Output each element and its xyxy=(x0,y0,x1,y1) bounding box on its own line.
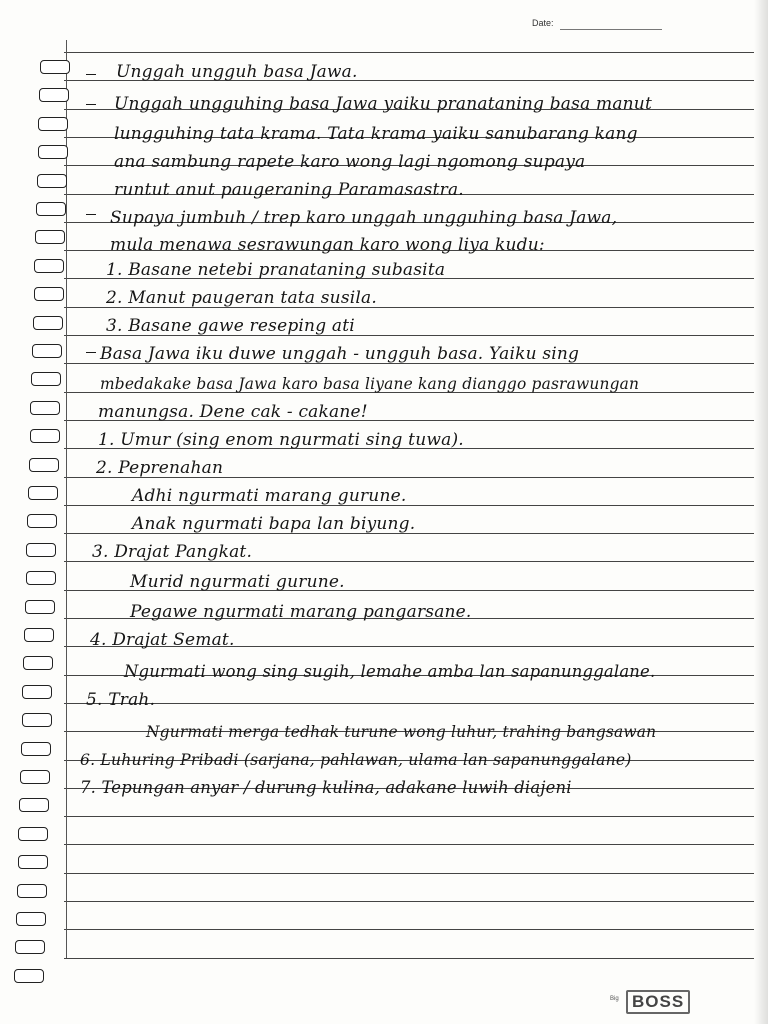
handwritten-line-11: Basa Jawa iku duwe unggah - ungguh basa. Yaiku sing xyxy=(100,344,580,364)
handwritten-line-4: ana sambung rapete karo wong lagi ngomong supaya xyxy=(114,152,586,172)
handwritten-line-12: mbedakake basa Jawa karo basa liyane kang dianggo pasrawungan xyxy=(100,375,640,393)
binder-hole xyxy=(24,628,54,642)
binder-hole xyxy=(18,827,48,841)
binder-hole xyxy=(34,287,64,301)
bullet-dash xyxy=(86,74,96,75)
handwritten-line-7: mula menawa sesrawungan karo wong liya kudu: xyxy=(110,235,545,255)
binder-hole xyxy=(40,60,70,74)
ruled-line xyxy=(64,958,754,959)
handwritten-line-22: Ngurmati wong sing sugih, lemahe amba lan sapanunggalane. xyxy=(124,662,656,681)
handwritten-line-25: 6. Luhuring Pribadi (sarjana, pahlawan, ulama lan sapanunggalane) xyxy=(80,751,632,769)
binder-hole xyxy=(27,514,57,528)
binder-hole xyxy=(26,543,56,557)
handwritten-line-1: Unggah ungguh basa Jawa. xyxy=(116,62,358,82)
binder-hole xyxy=(37,174,67,188)
handwritten-line-14: 1. Umur (sing enom ngurmati sing tuwa). xyxy=(98,430,464,450)
binder-hole xyxy=(22,713,52,727)
binder-hole xyxy=(20,770,50,784)
binder-hole xyxy=(30,401,60,415)
date-label: Date: xyxy=(532,18,554,28)
ruled-line xyxy=(64,873,754,874)
binder-hole xyxy=(38,117,68,131)
binder-hole xyxy=(21,742,51,756)
binder-hole xyxy=(34,259,64,273)
binder-hole xyxy=(38,145,68,159)
handwritten-line-17: Anak ngurmati bapa lan biyung. xyxy=(132,514,416,534)
binder-hole xyxy=(26,571,56,585)
binder-hole xyxy=(16,912,46,926)
handwritten-line-20: Pegawe ngurmati marang pangarsane. xyxy=(130,602,472,622)
handwritten-line-26: 7. Tepungan anyar / durung kulina, adakane luwih diajeni xyxy=(80,778,572,797)
binder-hole xyxy=(33,316,63,330)
handwritten-line-8: 1. Basane netebi pranataning subasita xyxy=(106,260,446,280)
date-line xyxy=(560,29,662,30)
binder-hole xyxy=(35,230,65,244)
binder-hole xyxy=(30,429,60,443)
binder-hole xyxy=(29,458,59,472)
binder-hole xyxy=(17,884,47,898)
bullet-dash xyxy=(86,214,96,215)
binder-hole xyxy=(14,969,44,983)
handwritten-line-13: manungsa. Dene cak - cakane! xyxy=(98,402,368,422)
binder-hole xyxy=(36,202,66,216)
ruled-line xyxy=(64,703,754,704)
handwritten-line-5: runtut anut paugeraning Paramasastra. xyxy=(114,180,464,200)
ruled-line xyxy=(64,901,754,902)
handwritten-line-21: 4. Drajat Semat. xyxy=(90,630,235,650)
binder-hole xyxy=(18,855,48,869)
handwritten-line-9: 2. Manut paugeran tata susila. xyxy=(106,288,377,308)
binder-hole xyxy=(22,685,52,699)
handwritten-line-2: Unggah ungguhing basa Jawa yaiku pranataning basa manut xyxy=(114,94,652,114)
bullet-dash xyxy=(86,352,96,353)
handwritten-line-16: Adhi ngurmati marang gurune. xyxy=(132,486,407,506)
binder-hole xyxy=(15,940,45,954)
binder-hole xyxy=(28,486,58,500)
handwritten-line-24: Ngurmati merga tedhak turune wong luhur, trahing bangsawan xyxy=(146,723,657,741)
brand-logo: BOSS xyxy=(626,990,690,1014)
ruled-line xyxy=(64,816,754,817)
handwritten-line-3: lungguhing tata krama. Tata krama yaiku sanubarang kang xyxy=(114,124,638,144)
brand-prefix: Big xyxy=(610,996,619,1002)
binder-hole xyxy=(31,372,61,386)
binder-hole xyxy=(25,600,55,614)
handwritten-line-6: Supaya jumbuh / trep karo unggah ungguhing basa Jawa, xyxy=(110,208,618,228)
handwritten-line-19: Murid ngurmati gurune. xyxy=(130,572,345,592)
ruled-line xyxy=(64,52,754,53)
binder-hole xyxy=(19,798,49,812)
handwritten-line-18: 3. Drajat Pangkat. xyxy=(92,542,253,562)
bullet-dash xyxy=(86,104,96,105)
handwritten-line-15: 2. Peprenahan xyxy=(96,458,224,478)
ruled-line xyxy=(64,844,754,845)
binder-hole xyxy=(23,656,53,670)
handwritten-line-10: 3. Basane gawe reseping ati xyxy=(106,316,355,336)
binder-hole xyxy=(32,344,62,358)
ruled-line xyxy=(64,929,754,930)
handwritten-line-23: 5. Trah. xyxy=(86,690,156,710)
binder-hole xyxy=(39,88,69,102)
